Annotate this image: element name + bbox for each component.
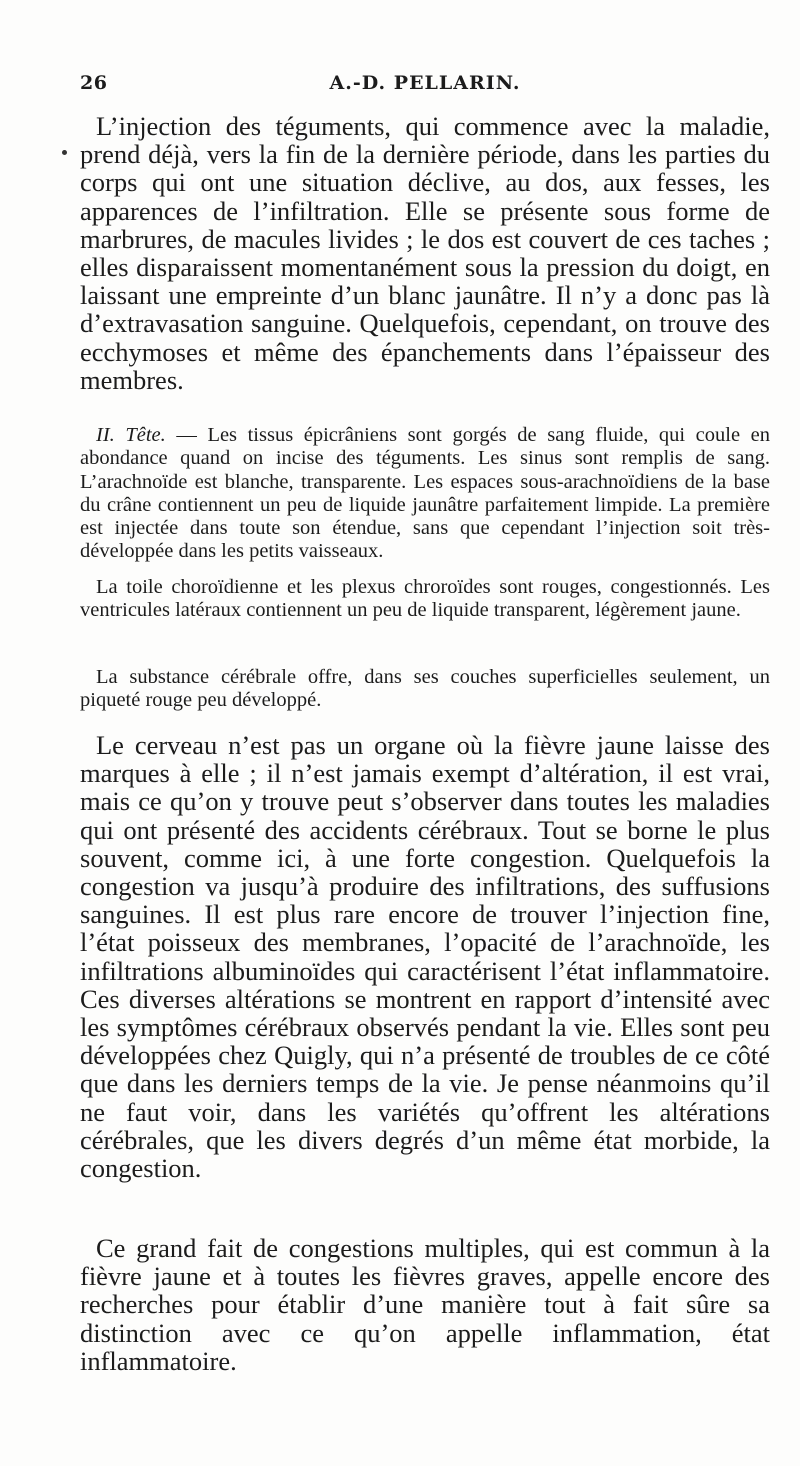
paragraph-tete [80,424,770,564]
page-header [80,72,770,98]
margin-dot [62,150,67,155]
paragraph-tete-text: — Les tissus épicrâniens sont gorgés de sang fluide, qui coule en abondance quand on incise des téguments. Les sinus sont remplis de sang. L’arachnoïde est blanche, transparente. Les espaces sous-arachnoïdiens de la base du crâne contiennent un peu de liquide jaunâtre parfaitement limpide. La première est injectée dans toute son étendue, sans que cependant l’injection soit très-développée dans les petits vaisseaux. [80,424,770,563]
page-number: 26 [80,72,108,94]
paragraph-cerveau: Le cerveau n’est pas un organe où la fièvre jaune laisse des marques à elle ; il n’est jamais exempt d’altération, il est vrai, mais ce qu’on y trouve peut s’observer dans toutes les maladies qui ont présenté des accidents cérébraux. Tout se borne le plus souvent, comme ici, à une forte congestion. Quelquefois la congestion va jusqu’à produire des infiltrations, des suffusions sanguines. Il est plus rare encore de trouver l’injection fine, l’état poisseux des membranes, l’opacité de l’arachnoïde, les infiltrations albuminoïdes qui caractérisent l’état inflammatoire. Ces diverses altérations se montrent en rapport d’intensité avec les symptômes cérébraux observés pendant la vie. Elles sont peu développées chez Quigly, qui n’a présenté de troubles de ce côté que dans les derniers temps de la vie. Je pense néanmoins qu’il ne faut voir, dans les variétés qu’offrent les altérations cérébrales, que les divers degrés d’un même état morbide, la congestion. [80,730,770,1184]
paragraph-injection-teguments: L’injection des téguments, qui commence avec la maladie, prend déjà, vers la fin de la dernière période, dans les parties du corps qui ont une situation déclive, au dos, aux fesses, les apparences de l’infiltration. Elle se présente sous forme de marbrures, de macules livides ; le dos est couvert de ces taches ; elles disparaissent momentanément sous la pression du doigt, en laissant une empreinte d’un blanc jaunâtre. Il n’y a donc pas là d’extravasation sanguine. Quelquefois, cependant, on trouve des ecchymoses et même des épanchements dans l’épaisseur des membres. [80,111,770,395]
paragraph-toile-choroidienne: La toile choroïdienne et les plexus chroroïdes sont rouges, congestionnés. Les ventricules latéraux contiennent un peu de liquide transparent, légèrement jaune. [80,576,770,622]
running-head: A.-D. PELLARIN. [329,72,521,94]
paragraph-substance-cerebrale: La substance cérébrale offre, dans ses couches superficielles seulement, un piqueté rouge peu développé. [80,666,770,712]
section-label-tete: II. Tête. [96,424,166,446]
paragraph-congestions-multiples: Ce grand fait de congestions multiples, qui est commun à la fièvre jaune et à toutes les fièvres graves, appelle encore des recherches pour établir d’une manière tout à fait sûre sa distinction avec ce qu’on appelle inflammation, état inflammatoire. [80,1233,770,1376]
